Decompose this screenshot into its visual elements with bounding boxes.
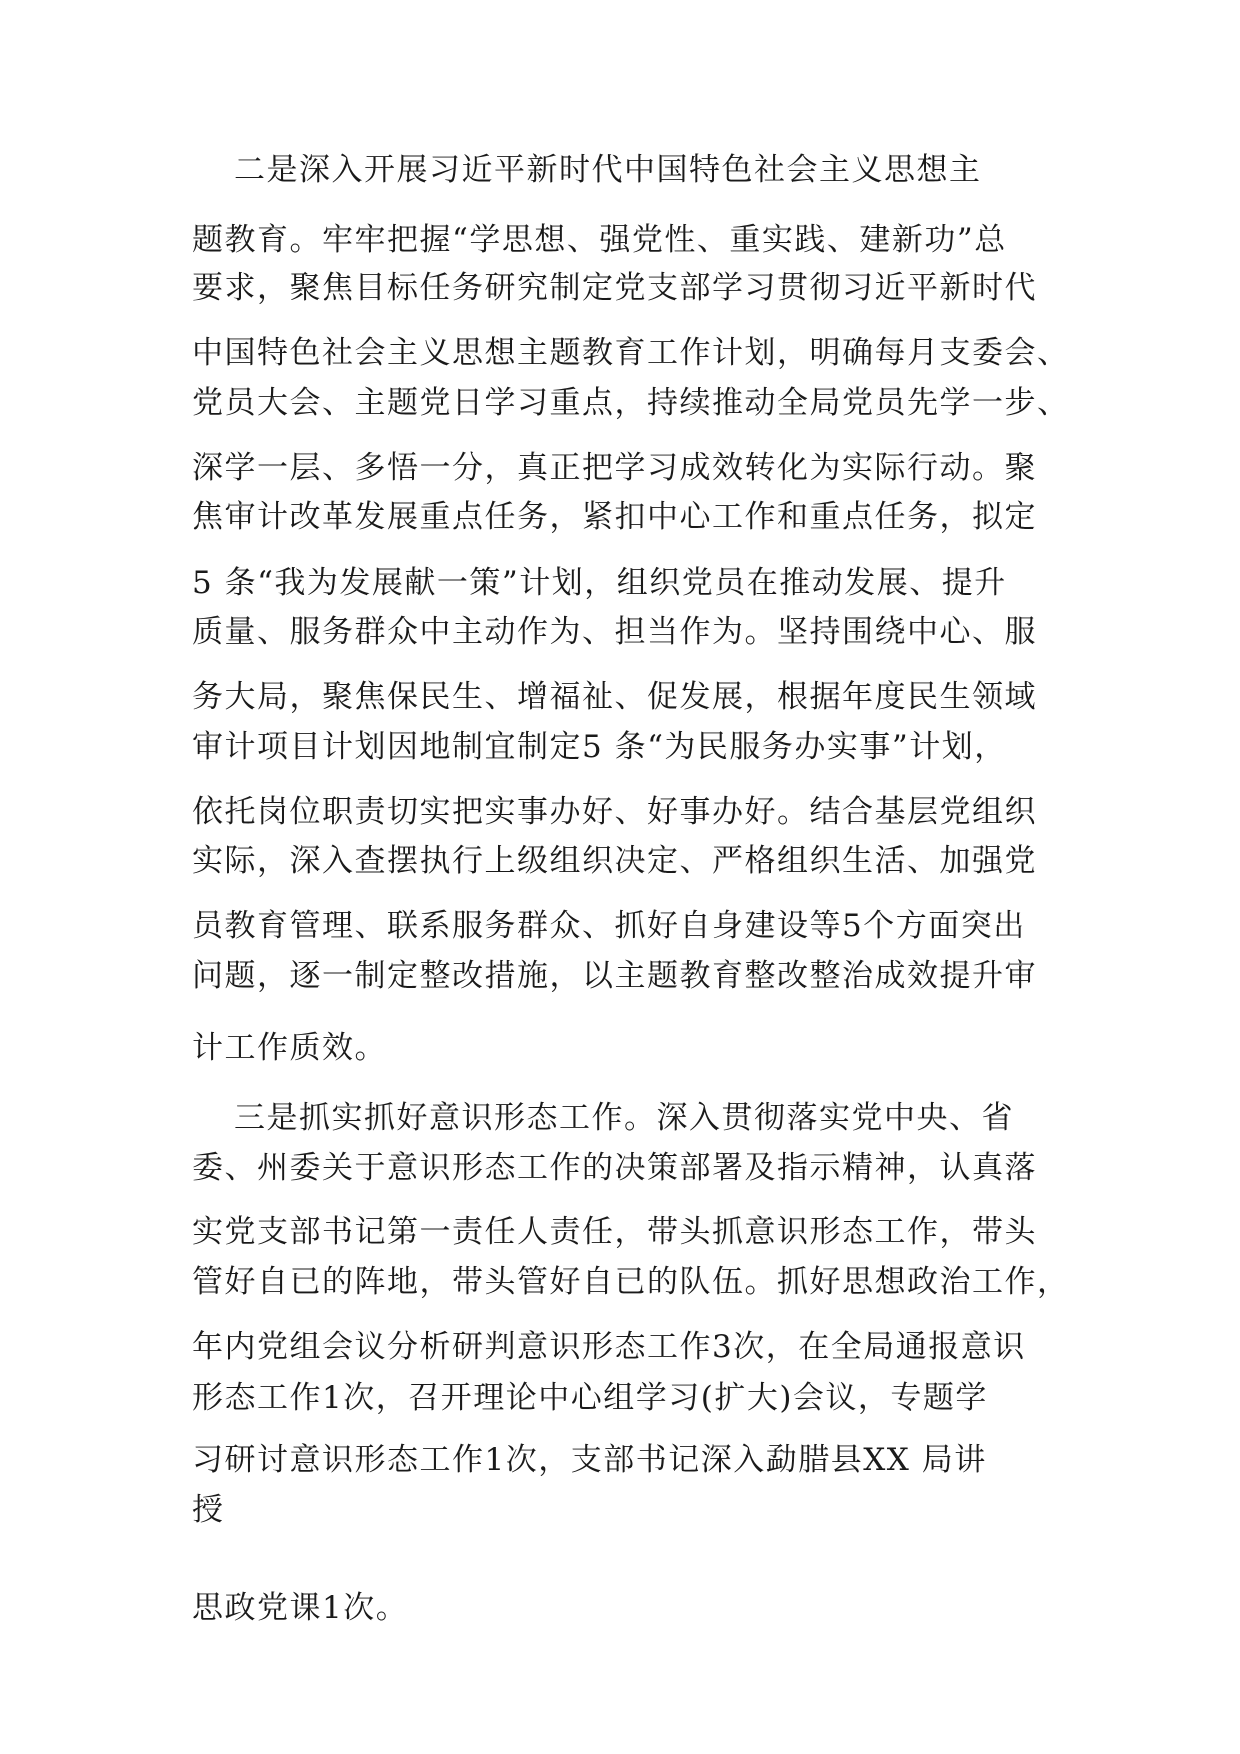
paragraph-1-line-7: 焦审计改革发展重点任务，紧扣中心工作和重点任务，拟定: [192, 499, 1037, 535]
paragraph-1-line-6: 深学一层、多悟一分，真正把学习成效转化为实际行动。聚: [192, 450, 1037, 486]
paragraph-2-line-9: 思政党课1次。: [192, 1590, 409, 1626]
paragraph-2-line-7: 习研讨意识形态工作1次，支部书记深入勐腊县XX 局讲: [192, 1442, 987, 1478]
paragraph-1-line-11: 审计项目计划因地制宜制定5 条“为民服务办实事”计划，: [192, 729, 1007, 765]
paragraph-2-line-6: 形态工作1次，召开理论中心组学习(扩大)会议，专题学: [192, 1380, 988, 1416]
paragraph-1-line-15: 问题，逐一制定整改措施，以主题教育整改整治成效提升审: [192, 958, 1037, 994]
paragraph-2-line-2: 委、州委关于意识形态工作的决策部署及指示精神，认真落: [192, 1150, 1037, 1186]
paragraph-1-line-10: 务大局，聚焦保民生、增福祉、促发展，根据年度民生领域: [192, 679, 1037, 715]
paragraph-2-line-8: 授: [192, 1492, 225, 1528]
paragraph-1-line-9: 质量、服务群众中主动作为、担当作为。坚持围绕中心、服: [192, 614, 1037, 650]
paragraph-1-line-5: 党员大会、主题党日学习重点，持续推动全局党员先学一步、: [192, 385, 1070, 421]
paragraph-1-line-1: 二是深入开展习近平新时代中国特色社会主义思想主: [234, 152, 982, 188]
paragraph-2-line-4: 管好自已的阵地，带头管好自已的队伍。抓好思想政治工作，: [192, 1264, 1070, 1300]
paragraph-1-line-13: 实际，深入查摆执行上级组织决定、严格组织生活、加强党: [192, 843, 1037, 879]
paragraph-1-line-8: 5 条“我为发展献一策”计划，组织党员在推动发展、提升: [192, 565, 1007, 601]
paragraph-1-line-14: 员教育管理、联系服务群众、抓好自身建设等5个方面突出: [192, 908, 1026, 944]
paragraph-2-line-5: 年内党组会议分析研判意识形态工作3次，在全局通报意识: [192, 1329, 1026, 1365]
paragraph-1-line-3: 要求，聚焦目标任务研究制定党支部学习贯彻习近平新时代: [192, 270, 1037, 306]
paragraph-1-line-4: 中国特色社会主义思想主题教育工作计划，明确每月支委会、: [192, 335, 1070, 371]
paragraph-2-line-1: 三是抓实抓好意识形态工作。深入贯彻落实党中央、省: [234, 1100, 1014, 1136]
paragraph-1-line-12: 依托岗位职责切实把实事办好、好事办好。结合基层党组织: [192, 794, 1037, 830]
paragraph-2-line-3: 实党支部书记第一责任人责任，带头抓意识形态工作，带头: [192, 1214, 1037, 1250]
paragraph-1-line-2: 题教育。牢牢把握“学思想、强党性、重实践、建新功”总: [192, 222, 1007, 258]
paragraph-1-line-16: 计工作质效。: [192, 1030, 387, 1066]
